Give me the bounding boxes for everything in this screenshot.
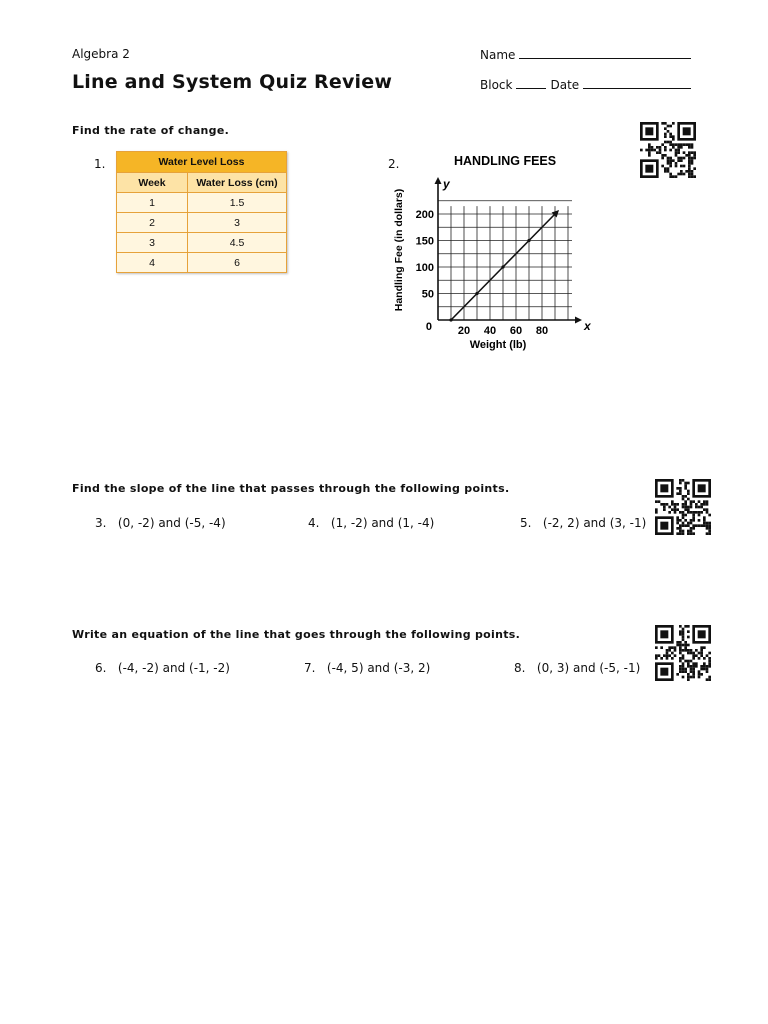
table-title: Water Level Loss (117, 152, 287, 173)
problem-number: 8. (514, 661, 526, 675)
problem-number: 3. (95, 516, 107, 530)
table-cell: 4.5 (188, 233, 287, 253)
block-label: Block (480, 78, 513, 92)
water-level-table (116, 151, 287, 273)
table-cell: 1.5 (188, 193, 287, 213)
x-tick-label: 20 (457, 325, 471, 337)
table-cell: 6 (188, 253, 287, 273)
page-title: Line and System Quiz Review (72, 71, 393, 93)
table-row (117, 213, 287, 233)
qr-code-icon (655, 479, 711, 535)
y-tick-label: 200 (415, 209, 434, 221)
y-tick-label: 50 (421, 288, 434, 301)
problem-7 (304, 661, 430, 675)
data-point (527, 239, 530, 242)
x-tick-label: 80 (535, 325, 549, 337)
x-axis-label: Weight (lb) (469, 339, 527, 351)
origin-label: 0 (425, 321, 432, 333)
problem-1-number: 1. (94, 157, 106, 171)
x-tick-label: 60 (509, 325, 523, 337)
problem-3 (95, 516, 226, 530)
table-row (117, 233, 287, 253)
date-label: Date (550, 78, 580, 92)
problem-8 (514, 661, 640, 675)
x-axis-arrow (575, 317, 582, 324)
qr-code-icon (640, 122, 696, 178)
section1-instruction: Find the rate of change. (72, 124, 230, 137)
problem-text: (1, -2) and (1, -4) (330, 516, 435, 530)
data-point (449, 318, 452, 321)
table-cell: 2 (117, 213, 188, 233)
date-blank[interactable] (583, 77, 691, 89)
problem-number: 4. (308, 516, 320, 530)
table-row (117, 193, 287, 213)
problem-6 (95, 661, 230, 675)
data-point (475, 292, 478, 295)
section3-instruction: Write an equation of the line that goes through the following points. (72, 628, 521, 641)
problem-text: (0, 3) and (-5, -1) (536, 661, 641, 675)
problem-number: 6. (95, 661, 107, 675)
problem-2-number: 2. (388, 157, 400, 171)
block-blank[interactable] (516, 77, 546, 89)
table-header-water-loss: Water Loss (cm) (188, 173, 287, 193)
problem-text: (-4, -2) and (-1, -2) (117, 661, 230, 675)
problem-4 (308, 516, 434, 530)
y-tick-label: 150 (415, 235, 434, 248)
x-tick-label: 40 (483, 325, 497, 337)
y-tick-label: 100 (415, 262, 434, 274)
block-date-field[interactable] (480, 77, 695, 92)
qr-code-icon (655, 625, 711, 681)
table-cell: 3 (188, 213, 287, 233)
handling-fees-chart (386, 150, 591, 360)
name-field[interactable] (480, 47, 695, 62)
problem-text: (0, -2) and (-5, -4) (117, 516, 226, 530)
x-axis-letter: x (584, 319, 591, 333)
y-axis-letter: y (443, 177, 450, 191)
name-blank[interactable] (519, 47, 691, 59)
problem-number: 5. (520, 516, 532, 530)
course-label: Algebra 2 (72, 47, 130, 61)
y-axis-arrow (435, 177, 442, 184)
name-label: Name (480, 48, 516, 62)
chart-title: HANDLING FEES (454, 154, 557, 168)
table-header-week: Week (117, 173, 188, 193)
table-cell: 4 (117, 253, 188, 273)
table-cell: 1 (117, 193, 188, 213)
problem-text: (-2, 2) and (3, -1) (542, 516, 647, 530)
table-row (117, 253, 287, 273)
problem-5 (520, 516, 646, 530)
y-axis-label: Handling Fee (in dollars) (393, 188, 405, 312)
section2-instruction: Find the slope of the line that passes through the following points. (72, 482, 510, 495)
table-cell: 3 (117, 233, 188, 253)
problem-number: 7. (304, 661, 316, 675)
problem-text: (-4, 5) and (-3, 2) (326, 661, 431, 675)
data-point (501, 265, 504, 268)
